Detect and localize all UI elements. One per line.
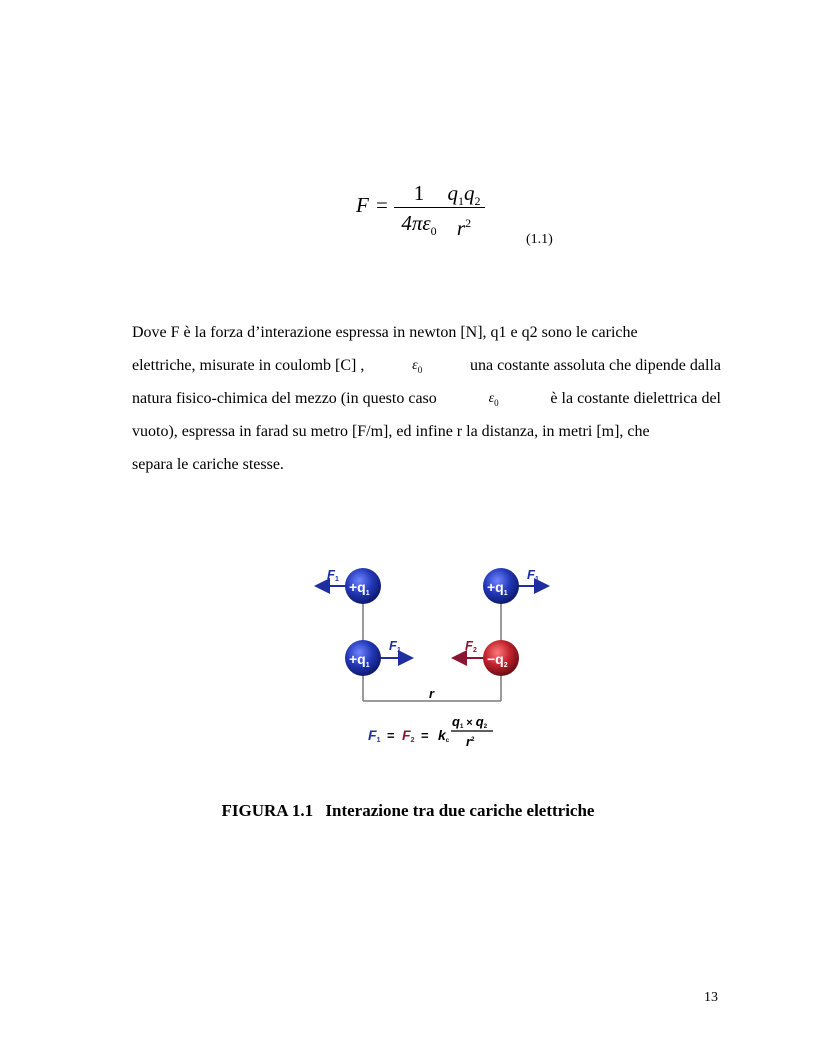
charge-label-bottom-left: $+q_1$: [349, 651, 370, 669]
force-label-top-right: F1: [527, 567, 539, 583]
paragraph-line: elettriche, misurate in coulomb [C] , $\varepsilon_0$ una costante assoluta che dipende dalla: [132, 349, 721, 382]
charge-label-bottom-right: $-q_2$: [487, 651, 508, 669]
charge-interaction-figure: [300, 560, 560, 760]
charge-label-top-right: $+q_1$: [487, 579, 508, 597]
formula-F1: F1: [368, 727, 381, 744]
paragraph-line: separa le cariche stesse.: [132, 456, 284, 473]
paragraph-line: natura fisico-chimica del mezzo (in questo caso $\varepsilon_0$ è la costante dielettrica del: [132, 382, 721, 415]
formula-equals-2: =: [421, 728, 429, 743]
figure-caption-text: Interazione tra due cariche elettriche: [325, 801, 595, 820]
paragraph-line: vuoto), espressa in farad su metro [F/m], ed infine r la distanza, in metri [m], che: [132, 423, 650, 440]
equation-force-symbol: F: [356, 193, 369, 217]
formula-F2: F2: [402, 727, 415, 744]
equation-number: (1.1): [526, 232, 553, 247]
equation-charges-numerator: $q_1q_2$: [447, 181, 481, 209]
force-label-bottom-right: F2: [465, 638, 477, 654]
force-label-bottom-left: F1: [389, 638, 401, 654]
equation-distance-denominator: $r^2$: [456, 216, 472, 240]
equation-charges-fraction: [443, 181, 485, 240]
formula-numerator: q1 × q2: [452, 714, 488, 730]
epsilon-zero-symbol: $\varepsilon_0$: [488, 391, 499, 408]
paragraph-line: Dove F è la forza d’interazione espressa in newton [N], q1 e q2 sono le cariche: [132, 324, 638, 341]
equation-constant-numerator: 1: [413, 181, 425, 205]
equation-equals: =: [376, 193, 388, 217]
equation-constant-fraction: [394, 181, 444, 243]
figure-caption: [0, 801, 816, 821]
formula-k: kc: [438, 727, 450, 744]
formula-equals-1: =: [387, 728, 395, 743]
epsilon-zero-symbol: $\varepsilon_0$: [412, 358, 423, 375]
force-label-top-left: F1: [327, 567, 339, 583]
formula-denominator: $r^2$: [466, 734, 475, 749]
page-number: 13: [704, 990, 718, 1005]
figure-caption-label: FIGURA 1.1: [221, 801, 314, 820]
distance-label: r: [429, 686, 435, 701]
charge-label-top-left: $+q_1$: [349, 579, 370, 597]
equation-constant-denominator: $4\pi\varepsilon_0$: [401, 211, 437, 239]
fraction-bar: [394, 207, 444, 208]
